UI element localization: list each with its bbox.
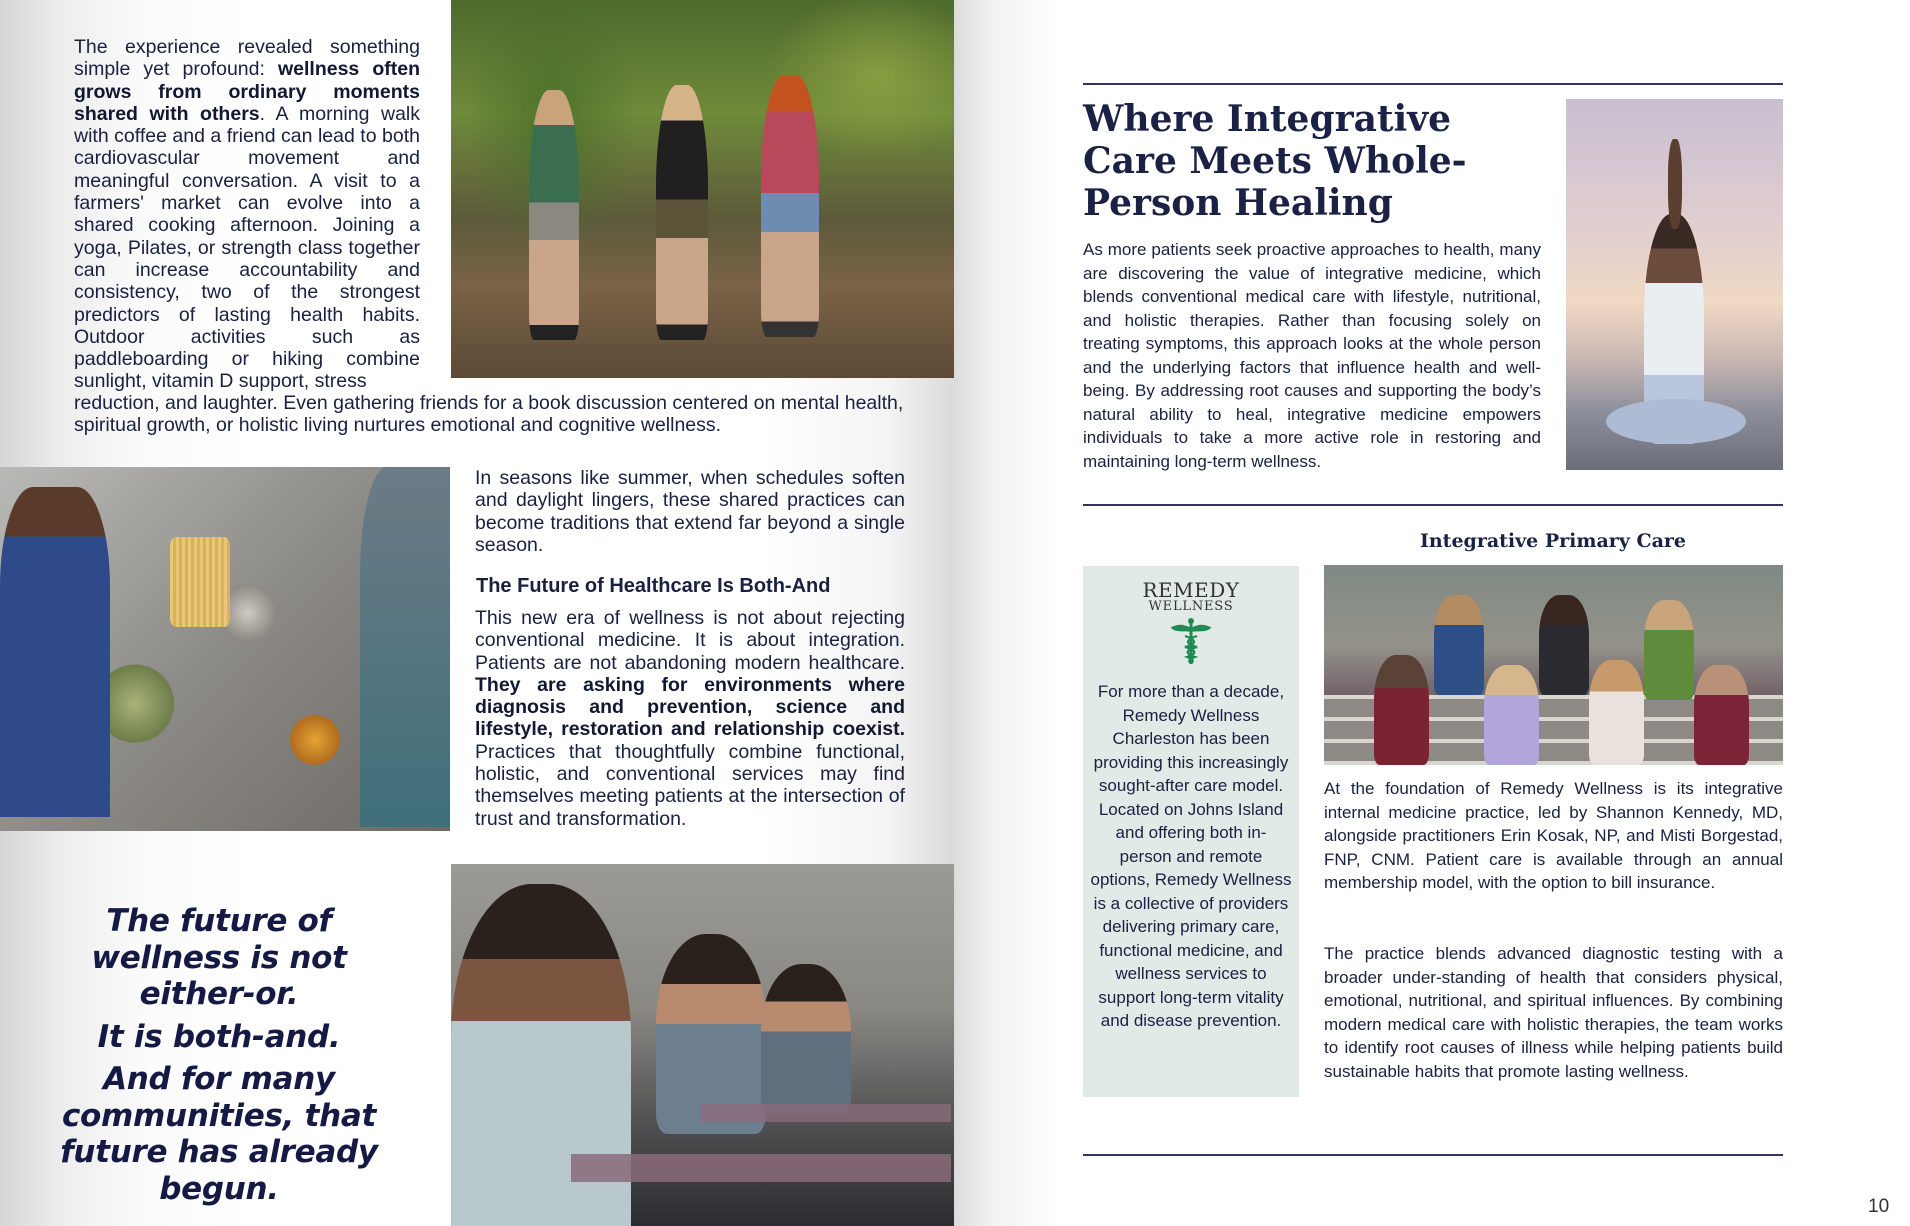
paragraph-wide-text: reduction, and laughter. Even gathering friends for a book discussion centered on mental health, spiritual growth, or holistic living nurtures emotional and cognitive wellness.: [74, 392, 904, 437]
paragraph-integration-lead: This new era of wellness is not about rejecting conventional medicine. It is about integration. Patients are not abandoning modern healthcare.: [475, 607, 905, 674]
photo-yoga-class: [451, 864, 954, 1226]
article-title: Where Integrative Care Meets Whole-Person Healing: [1083, 98, 1467, 224]
intro-paragraph: As more patients seek proactive approaches to health, many are discovering the value of integrative medicine, which blends conventional medical care with lifestyle, nutritional, and holistic therapies. Rather than focusing solely on treating symptoms, this approach looks at the whole person and the underlying factors that influence health and well-being. By addressing root causes and supporting the body’s natural ability to heal, integrative medicine empowers individuals to take a more active role in restoring and maintaining long-term wellness.: [1083, 240, 1541, 471]
paragraph-seasons-text: In seasons like summer, when schedules soften and daylight lingers, these shared practices can become traditions that extend far beyond a single season.: [475, 467, 905, 556]
page-number: 10: [1868, 1196, 1890, 1217]
remedy-wellness-logo: [1083, 580, 1299, 666]
article-paragraph-continuation: [74, 392, 926, 437]
article-paragraph-integration: [475, 607, 905, 830]
subheading-integrative-primary-care: Integrative Primary Care: [1419, 530, 1687, 552]
photo-cooking-together: [0, 467, 450, 831]
quote-line-3: And for many communities, that future has already begun.: [60, 1061, 378, 1207]
paragraph-integration-rest: Practices that thoughtfully combine functional, holistic, and conventional services may find themselves meeting patients at the intersection of trust and transformation.: [475, 740, 905, 830]
paragraph-foundation: At the foundation of Remedy Wellness is its integrative internal medicine practice, led by Shannon Kennedy, MD, alongside practitioners Erin Kosak, NP, and Misti Borgestad, FNP, CNM. Patient care is available through an annual membership model, with the option to bill insurance.: [1324, 779, 1783, 892]
logo-line-2: WELLNESS: [1148, 599, 1234, 614]
paragraph-lead-text: The experience revealed something simple yet profound:: [74, 36, 420, 81]
section-heading-future: The Future of Healthcare Is Both-And: [476, 575, 831, 597]
photo-women-walking-forest: [451, 0, 954, 378]
top-rule: [1083, 83, 1783, 85]
quote-line-1: The future of wellness is not either-or.: [91, 903, 347, 1012]
photo-remedy-wellness-team: [1324, 565, 1783, 765]
photo-meditation-beach: [1566, 99, 1783, 470]
bottom-rule: [1083, 1154, 1783, 1156]
pull-quote: [40, 903, 398, 1207]
caduceus-icon: [1166, 616, 1216, 666]
sidebar-text: For more than a decade, Remedy Wellness Charleston has been providing this increasingly sought-after care model. Located on Johns Island and offering both in-person and remote options, Remedy Wellness is a collective of providers delivering primary care, functional medicine, and wellness services to support long-term vitality and disease prevention.: [1090, 682, 1292, 1030]
logo-line-1: REMEDY: [1142, 578, 1240, 602]
article-paragraph-shared-moments: [74, 36, 420, 393]
middle-rule: [1083, 504, 1783, 506]
quote-line-2: It is both-and.: [97, 1018, 341, 1055]
paragraph-rest-text: . A morning walk with coffee and a friend can lead to both cardiovascular movement and meaningful conversation. A visit to a farmers' market can evolve into a shared cooking afternoon. Joining a yoga, Pilates, or strength class together can increase accountability and consistency, two of the strongest predictors of lasting health habits. Outdoor activities such as paddleboarding or hiking combine sunlight, vitamin D support, stress: [74, 102, 420, 393]
paragraph-integration-bold: They are asking for environments where diagnosis and prevention, science and lifestyle, restoration and relationship coexist.: [475, 673, 905, 741]
article-paragraph-seasons: [475, 467, 905, 556]
paragraph-practice: The practice blends advanced diagnostic testing with a broader under-standing of health that considers physical, emotional, nutritional, and spiritual influences. By combining modern medical care with holistic therapies, the team works to identify root causes of illness while helping patients build sustainable habits that promote lasting wellness.: [1324, 944, 1783, 1081]
paragraph-bold-text: wellness often grows from ordinary moments shared with others: [74, 58, 421, 125]
